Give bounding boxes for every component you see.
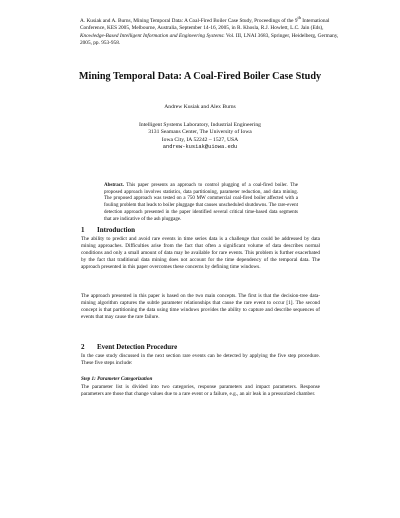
citation-text-2: International Conference, KES 2005, Melbourne, Australia, September 14-16, 2005, in R. Khosla, R.J. Howlett, L.C. Jain (Eds), <box>80 17 330 32</box>
section-title: Introduction <box>97 226 135 234</box>
section-heading-introduction <box>81 226 135 234</box>
citation-text-3: : Vol. III, LNAI 3683, Springer, Heidelberg, Germany, 2005, pp. 953-958. <box>80 32 339 46</box>
author-email: andrew-kusiak@uiowa.edu <box>162 143 238 150</box>
affiliation-line: Iowa City, IA 52242 – 1527, USA <box>161 136 239 143</box>
section-number: 1 <box>81 226 85 234</box>
paper-title: Mining Temporal Data: A Coal-Fired Boiler Case Study <box>78 71 322 82</box>
affiliation-block <box>60 122 340 151</box>
paper-authors: Andrew Kusiak and Alex Burns <box>164 104 236 110</box>
abstract-label: Abstract. <box>104 183 124 188</box>
affiliation-line: Intelligent Systems Laboratory, Industrial Engineering <box>139 122 261 128</box>
citation-book-title: Knowledge-Based Intelligent Information and Engineering Systems <box>80 32 224 39</box>
citation-header <box>80 14 342 47</box>
abstract <box>104 183 298 223</box>
event-detection-paragraph: In the case study discussed in the next section rare events can be detected by applying the five step procedure. These five steps include: <box>81 353 320 367</box>
abstract-text: This paper presents an approach to control plugging of a coal-fired boiler. The proposed approach involves statistics, data partitioning, parameter reduction, and data mining. The proposed approach was tested on a 750 MW commercial coal-fired boiler affected with a fouling problem that leads to boiler pluggage that causes unscheduled shutdowns. The rare-event detection approach presented in the paper identified several critical time-based data segments that are indicative of the ash pluggage. <box>104 183 298 222</box>
affiliation-line: 3131 Seamans Center, The University of Iowa <box>148 129 252 136</box>
section-heading-event-detection <box>81 343 177 351</box>
step1-heading: Step 1: Parameter Categorization <box>81 376 153 382</box>
section-number: 2 <box>81 343 85 351</box>
intro-paragraph-2: The approach presented in this paper is based on the two main concepts. The first is that the decision-tree data-mining algorithm captures the subtle parameter relationships that cause the rare event to occur [1]. The second concept is that partitioning the data using time windows provides the ability to capture and describe sequences of events that may cause the rare failure. <box>81 293 320 321</box>
intro-paragraph-1: The ability to predict and avoid rare events in time series data is a challenge that could be addressed by data mining approaches. Difficulties arise from the fact that often a significant volume of data describes normal conditions and only a small amount of data may be available for rare events. This problem is further exacerbated by the fact that traditional data mining does not account for the time dependency of the temporal data. The approach presented in this paper overcomes these concerns by defining time windows. <box>81 236 320 271</box>
citation-superscript: th <box>297 15 301 20</box>
citation-text: A. Kusiak and A. Burns, Mining Temporal Data: A Coal-Fired Boiler Case Study, Proceedings of the 9 <box>80 17 298 24</box>
step1-paragraph: The parameter list is divided into two categories, response parameters and impact parameters. Response parameters are those that change values due to a rare event or a failure, e.g., an air leak in a pressurized chamber. <box>81 384 320 398</box>
section-title: Event Detection Procedure <box>97 343 178 351</box>
